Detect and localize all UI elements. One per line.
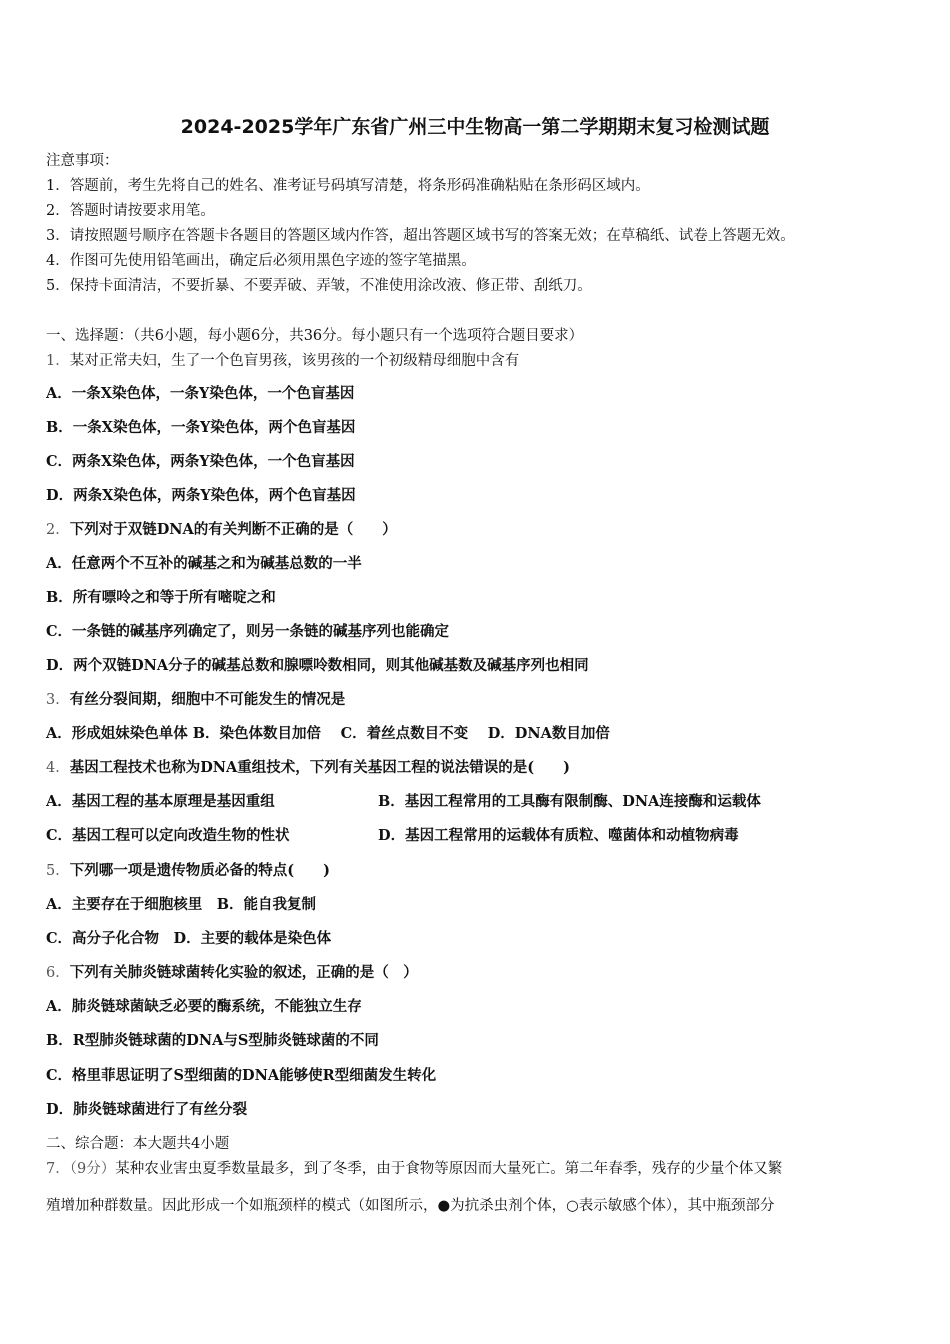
question-6: [46, 963, 418, 983]
question-stem: 某种农业害虫夏季数量最多，到了冬季，由于食物等原因而大量死亡。第二年春季，残存的少量个体又繁: [115, 1161, 783, 1177]
section1-heading: 一、选择题：（共6小题，每小题6分，共36分。每小题只有一个选项符合题目要求）: [46, 328, 584, 344]
question-7: [46, 1159, 782, 1179]
option-c: C．格里菲思证明了S型细菌的DNA能够使R型细菌发生转化: [46, 1067, 437, 1084]
option-a: A．肺炎链球菌缺乏必要的酶系统，不能独立生存: [46, 998, 362, 1015]
option-b: B．R型肺炎链球菌的DNA与S型肺炎链球菌的不同: [46, 1032, 379, 1049]
option-c: C．一条链的碱基序列确定了，则另一条链的碱基序列也能确定: [46, 623, 450, 640]
option-a: A．一条X染色体，一条Y染色体，一个色盲基因: [46, 385, 355, 402]
question-number: 4．: [46, 760, 70, 776]
question-stem: 下列哪一项是遗传物质必备的特点( ): [69, 862, 330, 879]
option-a: A．基因工程的基本原理是基因重组: [46, 793, 275, 810]
question-number: 6．: [46, 965, 70, 981]
note-item: 2．答题时请按要求用笔。: [46, 203, 215, 219]
question-stem: 有丝分裂间期，细胞中不可能发生的情况是: [69, 691, 346, 708]
option-d: D．基因工程常用的运载体有质粒、噬菌体和动植物病毒: [378, 827, 739, 844]
question-number: 5．: [46, 863, 70, 879]
option-d: D．两个双链DNA分子的碱基总数和腺嘌呤数相同，则其他碱基数及碱基序列也相同: [46, 657, 589, 674]
page-title: 2024-2025学年广东省广州三中生物高一第二学期期末复习检测试题: [180, 116, 770, 138]
option-b: B．基因工程常用的工具酶有限制酶、DNA连接酶和运载体: [378, 793, 761, 810]
option-d: D．肺炎链球菌进行了有丝分裂: [46, 1101, 248, 1118]
option-a: A．任意两个不互补的碱基之和为碱基总数的一半: [46, 555, 362, 572]
question-4: [46, 758, 570, 778]
options-line: A．主要存在于细胞核里 B．能自我复制: [46, 896, 317, 913]
question-number: 3．: [46, 692, 70, 708]
question-number: 2．: [46, 522, 70, 538]
options-line: A．形成姐妹染色单体 B．染色体数目加倍 C．着丝点数目不变 D．DNA数目加倍: [46, 725, 610, 742]
note-item: 3．请按照题号顺序在答题卡各题目的答题区域内作答，超出答题区域书写的答案无效；在草稿纸、试卷上答题无效。: [46, 228, 795, 244]
notes-heading: 注意事项：: [46, 153, 119, 169]
note-item: 5．保持卡面清洁，不要折暴、不要弄破、弄皱，不准使用涂改液、修正带、刮纸刀。: [46, 278, 592, 294]
option-b: B．一条X染色体，一条Y染色体，两个色盲基因: [46, 419, 356, 436]
question-stem: 下列对于双链DNA的有关判断不正确的是（ ）: [69, 521, 397, 538]
options-line: C．高分子化合物 D．主要的载体是染色体: [46, 930, 332, 947]
note-item: 4．作图可先使用铅笔画出，确定后必须用黑色字迹的签字笔描黑。: [46, 253, 476, 269]
question-1: [46, 351, 519, 371]
question-stem: 基因工程技术也称为DNA重组技术，下列有关基因工程的说法错误的是( ): [69, 759, 571, 776]
question-7-continued: 殖增加种群数量。因此形成一个如瓶颈样的模式（如图所示，●为抗杀虫剂个体，○表示敏感个体），其中瓶颈部分: [46, 1198, 775, 1214]
option-c: C．基因工程可以定向改造生物的性状: [46, 827, 290, 844]
option-c: C．两条X染色体，两条Y染色体，一个色盲基因: [46, 453, 355, 470]
section2-heading: 二、综合题：本大题共4小题: [46, 1136, 230, 1152]
question-score: （9分）: [69, 1161, 116, 1177]
question-5: [46, 861, 330, 881]
question-stem: 下列有关肺炎链球菌转化实验的叙述，正确的是（ ）: [69, 964, 418, 981]
question-3: [46, 690, 345, 710]
option-b: B．所有嘌呤之和等于所有嘧啶之和: [46, 589, 276, 606]
question-number: 1．: [46, 353, 70, 369]
note-item: 1．答题前，考生先将自己的姓名、准考证号码填写清楚，将条形码准确粘贴在条形码区域内。: [46, 178, 650, 194]
option-d: D．两条X染色体，两条Y染色体，两个色盲基因: [46, 487, 356, 504]
question-2: [46, 520, 397, 540]
question-stem: 某对正常夫妇，生了一个色盲男孩，该男孩的一个初级精母细胞中含有: [69, 353, 520, 369]
question-number: 7．: [46, 1161, 70, 1177]
